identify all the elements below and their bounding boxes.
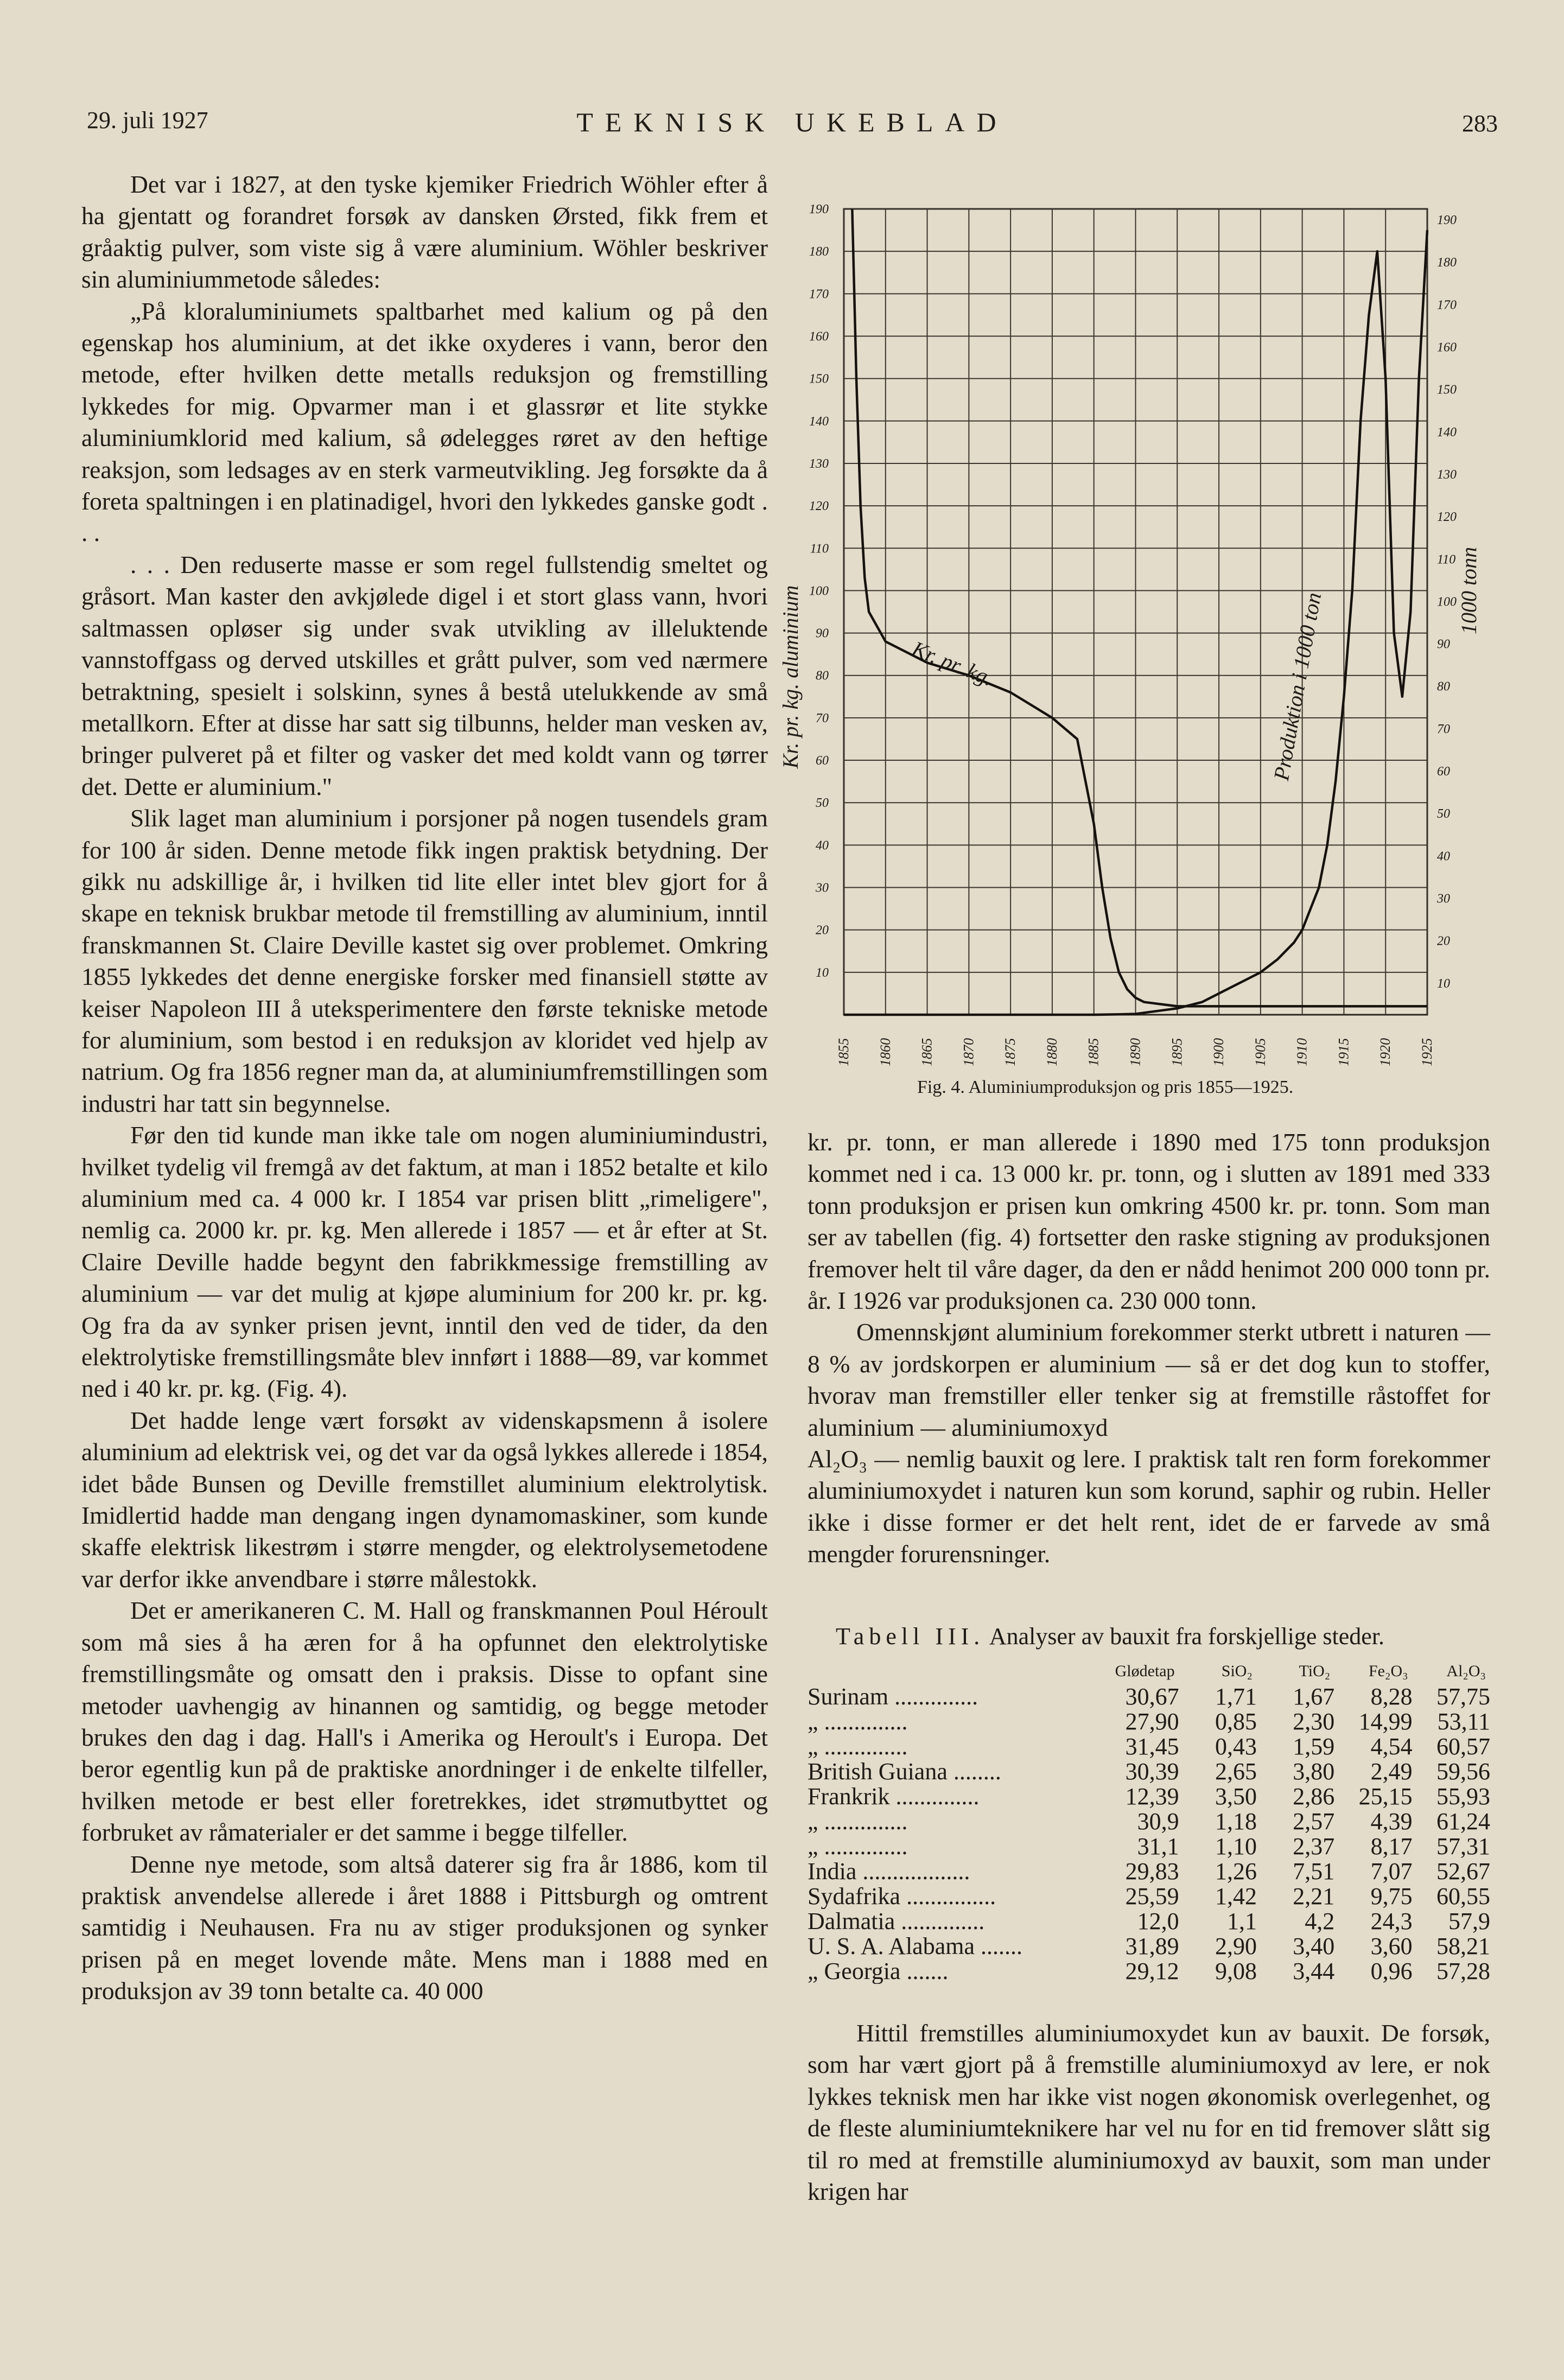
table-title bbox=[836, 1622, 1384, 1650]
y-tick-label-left: 140 bbox=[809, 414, 829, 429]
paragraph: Slik laget man aluminium i porsjoner på nogen tusendels gram for 100 år siden. Denne metode fikk ingen praktisk betydning. Der gikk nu adskillige år, i hvilken tid lite eller intet blev gjort for å skape en teknisk brukbar metode til fremstilling av aluminium, inntil franskmannen St. Claire Deville kastet sig over problemet. Omkring 1855 lykkedes det denne energiske forsker med finansiell støtte av keiser Napoleon III å uteksperimentere den første tekniske metode for aluminium, som bestod i en reduksjon av kloridet ved hjelp av natrium. Og fra 1856 regner man da, at aluminiumfremstillingen som industri har tatt sin begynnelse. bbox=[81, 804, 768, 1117]
y-tick-label-right: 180 bbox=[1437, 256, 1457, 270]
table-cell: 0,43 bbox=[1215, 1733, 1257, 1760]
column-header-blank bbox=[808, 1658, 1101, 1684]
y-tick-label-left: 110 bbox=[810, 542, 829, 556]
price-line bbox=[852, 209, 1427, 1006]
paragraph: Omennskjønt aluminium forekommer sterkt utbrett i naturen — 8 % av jordskorpen er aluminium — så er det dog kun to stoffer, hvorav man fremstiller eller tenker sig at fremstille råstoffet for aluminium — aluminiumoxyd bbox=[808, 1318, 1490, 1441]
bauxite-table bbox=[808, 1658, 1490, 1984]
y-tick-label-right: 130 bbox=[1437, 467, 1457, 482]
paragraph: „På kloraluminiumets spaltbarhet med kalium og på den egenskap hos aluminium, at det ikke oxyderes i vann, beror den metode, efter hvilken dette metalls reduksjon og fremstilling lykkedes for mig. Opvarmer man i et glassrør et lite stykke aluminiumklorid med kalium, så ødelegges røret av den heftige reaksjon, som ledsages av en sterk varmeutvikling. Jeg forsøkte da å foreta spaltningen i en platinadigel, hvori den lykkedes ganske godt . . . bbox=[81, 297, 768, 547]
table-cell: 31,1 bbox=[1137, 1833, 1179, 1860]
x-tick-label: 1885 bbox=[1085, 1038, 1102, 1066]
y-tick-label-left: 100 bbox=[809, 584, 829, 599]
table-cell: 29,12 bbox=[1125, 1958, 1179, 1984]
y-tick-label-right: 160 bbox=[1437, 340, 1457, 355]
table-cell: 1,1 bbox=[1226, 1908, 1257, 1934]
row-label bbox=[808, 1834, 1101, 1859]
table-cell: 57,31 bbox=[1436, 1833, 1490, 1860]
table-cell: 60,55 bbox=[1436, 1883, 1490, 1910]
location-name: „ bbox=[808, 1834, 818, 1859]
row-label bbox=[808, 1684, 1101, 1709]
table-cell: 8,28 bbox=[1370, 1683, 1413, 1710]
table-cell: 7,07 bbox=[1370, 1858, 1413, 1885]
table-row bbox=[808, 1859, 1490, 1884]
table-cell: 31,45 bbox=[1125, 1733, 1179, 1760]
table-cell: 1,67 bbox=[1293, 1683, 1335, 1710]
table-cell: 30,39 bbox=[1125, 1758, 1179, 1785]
table-cell: 3,80 bbox=[1293, 1758, 1335, 1785]
leader-dots: .................. bbox=[856, 1859, 970, 1884]
table-row bbox=[808, 1909, 1490, 1934]
paragraph: . . . Den reduserte masse er som regel fullstendig smeltet og gråsort. Man kaster den avkjølede digel i et stort glass vann, hvori saltmassen opløser sig under svak utvikling av illeluktende vannstoffgass og derved utskilles et grått pulver, som ved nærmere betraktning, spesielt i solskinn, synes å bestå utelukkende av små metallkorn. Efter at disse har satt sig tilbunns, helder man vesken av, bringer pulveret på et filter og vasker det med koldt vann og tørrer det. Dette er aluminium." bbox=[81, 550, 768, 800]
production-curve-label: Produktion i 1000 ton bbox=[1269, 590, 1326, 782]
right-axis-title: 1000 tonn bbox=[1457, 546, 1481, 634]
row-label bbox=[808, 1709, 1101, 1734]
table-cell: 2,21 bbox=[1293, 1883, 1335, 1910]
table-row bbox=[808, 1784, 1490, 1809]
right-column-top bbox=[808, 1127, 1490, 1570]
x-tick-label: 1880 bbox=[1044, 1038, 1060, 1066]
table-cell: 2,49 bbox=[1370, 1758, 1413, 1785]
x-tick-label: 1875 bbox=[1002, 1038, 1019, 1066]
paragraph: Al₂O₃ — nemlig bauxit og lere. I praktisk talt ren form forekommer aluminiumoxydet i naturen kun som korund, saphir og rubin. Heller ikke i disse former er det helt rent, idet de er farvede av små mengder forurensninger. bbox=[808, 1445, 1490, 1568]
page-header bbox=[87, 106, 1498, 144]
y-tick-label-left: 10 bbox=[816, 965, 829, 980]
row-label bbox=[808, 1759, 1101, 1784]
price-curve-label: Kr. pr. kg. bbox=[908, 636, 997, 691]
table-cell: 30,67 bbox=[1125, 1683, 1179, 1710]
location-name: Frankrik bbox=[808, 1784, 890, 1809]
leader-dots: ............... bbox=[900, 1884, 996, 1909]
table-row bbox=[808, 1834, 1490, 1859]
location-name: „ bbox=[808, 1809, 818, 1834]
y-tick-label-right: 60 bbox=[1437, 765, 1450, 779]
row-label bbox=[808, 1884, 1101, 1909]
y-tick-label-left: 80 bbox=[816, 669, 829, 683]
table-row bbox=[808, 1734, 1490, 1759]
x-tick-label: 1920 bbox=[1377, 1038, 1394, 1066]
table-cell: 2,86 bbox=[1293, 1783, 1335, 1810]
leader-dots: ........ bbox=[947, 1759, 1001, 1784]
row-label bbox=[808, 1909, 1101, 1934]
y-tick-label-right: 90 bbox=[1437, 637, 1450, 652]
x-tick-label: 1900 bbox=[1211, 1038, 1227, 1066]
table-cell: 3,44 bbox=[1293, 1958, 1335, 1984]
paragraph: Før den tid kunde man ikke tale om nogen aluminiumindustri, hvilket tydelig vil fremgå av det faktum, at man i 1852 betalte et kilo aluminium med ca. 4 000 kr. I 1854 var prisen blitt „rimeligere", nemlig ca. 2000 kr. pr. kg. Men allerede i 1857 — et år efter at St. Claire Deville hadde begynt den fabrikkmessige fremstilling av aluminium — var det mulig at kjøpe aluminium for 200 kr. pr. kg. Og fra da av synker prisen jevnt, inntil den ved de tider, da den elektrolytiske fremstillingsmåte blev innført i 1888—89, var kommet ned i 40 kr. pr. kg. (Fig. 4). bbox=[81, 1121, 768, 1403]
location-name: „ bbox=[808, 1709, 818, 1734]
x-tick-label: 1895 bbox=[1169, 1038, 1185, 1066]
table-title-text: Analyser av bauxit fra forskjellige steder. bbox=[989, 1623, 1385, 1650]
table-row bbox=[808, 1684, 1490, 1709]
table-cell: 1,26 bbox=[1215, 1858, 1257, 1885]
y-tick-label-right: 50 bbox=[1437, 807, 1450, 822]
leader-dots: .............. bbox=[818, 1734, 908, 1759]
table-cell: 61,24 bbox=[1436, 1808, 1490, 1835]
page-number: 283 bbox=[1462, 110, 1498, 137]
leader-dots: .............. bbox=[889, 1784, 980, 1809]
row-label bbox=[808, 1734, 1101, 1759]
table-cell: 2,37 bbox=[1293, 1833, 1335, 1860]
paragraph: Det er amerikaneren C. M. Hall og franskmannen Poul Héroult som må sies å ha æren for å ha opfunnet den elektrolytiske fremstillingsmåte og omsatt den i praksis. Disse to opfant sine metoder uavhengig av hinannen og samtidig, og begge metoder brukes den dag i dag. Hall's i Amerika og Heroult's i Europa. Det beror egentlig kun på de praktiske anordninger i de enkelte tilfeller, hvilken metode er best eller foretrekkes, idet strømutbyttet og forbruket av råmaterialer er det samme i begge tilfeller. bbox=[81, 1596, 768, 1847]
x-tick-label: 1890 bbox=[1127, 1038, 1143, 1066]
y-tick-label-right: 190 bbox=[1437, 213, 1457, 227]
table-cell: 4,54 bbox=[1370, 1733, 1413, 1760]
column-header: SiO₂ bbox=[1221, 1662, 1253, 1680]
table-cell: 8,17 bbox=[1370, 1833, 1413, 1860]
location-name: India bbox=[808, 1859, 857, 1884]
leader-dots: .............. bbox=[895, 1909, 985, 1934]
x-tick-label: 1860 bbox=[877, 1038, 893, 1066]
paragraph: kr. pr. tonn, er man allerede i 1890 med 175 tonn produksjon kommet ned i ca. 13 000 kr. pr. tonn, og i slutten av 1891 med 333 tonn produksjon er prisen kun omkring 4500 kr. pr. tonn. Som man ser av tabellen (fig. 4) fortsetter den raske stigning av produksjonen fremover helt til våre dager, da den er nådd henimot 200 000 tonn pr. år. I 1926 var produksjonen ca. 230 000 tonn. bbox=[808, 1128, 1490, 1315]
table-cell: 3,60 bbox=[1370, 1933, 1413, 1959]
y-tick-label-left: 70 bbox=[816, 711, 829, 726]
x-tick-label: 1905 bbox=[1252, 1038, 1268, 1066]
table-row bbox=[808, 1959, 1490, 1984]
table-cell: 1,10 bbox=[1215, 1833, 1257, 1860]
table-cell: 12,39 bbox=[1125, 1783, 1179, 1810]
leader-dots: ....... bbox=[900, 1959, 949, 1984]
leader-dots: .............. bbox=[818, 1709, 908, 1734]
left-column bbox=[81, 169, 768, 2007]
journal-title: TEKNISK UKEBLAD bbox=[576, 107, 1008, 137]
x-tick-label: 1855 bbox=[836, 1038, 851, 1066]
location-name: „ bbox=[808, 1734, 818, 1759]
location-name: Dalmatia bbox=[808, 1909, 895, 1934]
location-name: British Guiana bbox=[808, 1759, 948, 1784]
location-name: „ Georgia bbox=[808, 1959, 901, 1984]
table-cell: 1,18 bbox=[1215, 1808, 1257, 1835]
table-cell: 12,0 bbox=[1137, 1908, 1179, 1934]
table-cell: 0,96 bbox=[1370, 1958, 1413, 1984]
location-name: U. S. A. Alabama bbox=[808, 1934, 975, 1959]
paragraph: Det hadde lenge vært forsøkt av videnskapsmenn å isolere aluminium ad elektrisk vei, og det var da også lykkes allerede i 1854, idet både Bunsen og Deville fremstillet aluminium elektrolytisk. Imidlertid hadde man dengang ingen dynamomaskiner, som kunde skaffe elektrisk likestrøm i større mengder, og elektrolysemetodene var derfor ikke anvendbare i større målestokk. bbox=[81, 1406, 768, 1593]
x-tick-label: 1870 bbox=[961, 1038, 977, 1066]
y-tick-label-left: 120 bbox=[809, 499, 829, 514]
figure-4 bbox=[776, 190, 1498, 1112]
x-tick-label: 1915 bbox=[1336, 1038, 1352, 1066]
leader-dots: .............. bbox=[888, 1684, 978, 1709]
table-cell: 57,28 bbox=[1436, 1958, 1490, 1984]
table-cell: 3,50 bbox=[1215, 1783, 1257, 1810]
location-name: Surinam bbox=[808, 1684, 889, 1709]
table-cell: 52,67 bbox=[1436, 1858, 1490, 1885]
table-row bbox=[808, 1709, 1490, 1734]
table-cell: 7,51 bbox=[1293, 1858, 1335, 1885]
table-cell: 3,40 bbox=[1293, 1933, 1335, 1959]
y-tick-label-left: 170 bbox=[809, 287, 829, 302]
table-cell: 60,57 bbox=[1436, 1733, 1490, 1760]
table-cell: 25,59 bbox=[1125, 1883, 1179, 1910]
table-cell: 2,57 bbox=[1293, 1808, 1335, 1835]
y-tick-label-left: 160 bbox=[809, 329, 829, 344]
y-tick-label-left: 130 bbox=[809, 456, 829, 471]
y-tick-label-left: 190 bbox=[809, 202, 829, 217]
header-date: 29. juli 1927 bbox=[87, 107, 208, 133]
figure-caption: Fig. 4. Aluminiumproduksjon og pris 1855—1925. bbox=[917, 1077, 1294, 1097]
y-tick-label-right: 110 bbox=[1437, 552, 1456, 567]
y-tick-label-left: 90 bbox=[816, 626, 829, 641]
y-tick-label-left: 60 bbox=[816, 754, 829, 768]
y-tick-label-right: 10 bbox=[1437, 976, 1450, 991]
table-cell: 14,99 bbox=[1358, 1708, 1413, 1735]
y-tick-label-right: 140 bbox=[1437, 425, 1457, 440]
table-cell: 59,56 bbox=[1436, 1758, 1490, 1785]
x-tick-label: 1910 bbox=[1294, 1038, 1310, 1066]
row-label bbox=[808, 1959, 1101, 1984]
table-cell: 9,08 bbox=[1215, 1958, 1257, 1984]
table-cell: 1,42 bbox=[1215, 1883, 1257, 1910]
table-number: Tabell III. bbox=[836, 1623, 985, 1650]
table-cell: 27,90 bbox=[1125, 1708, 1179, 1735]
y-tick-label-right: 170 bbox=[1437, 298, 1457, 313]
table-cell: 58,21 bbox=[1436, 1933, 1490, 1959]
table-cell: 9,75 bbox=[1370, 1883, 1413, 1910]
y-tick-label-right: 150 bbox=[1437, 383, 1457, 397]
y-tick-label-left: 50 bbox=[816, 796, 829, 811]
table-cell: 0,85 bbox=[1215, 1708, 1257, 1735]
y-tick-label-right: 120 bbox=[1437, 510, 1457, 525]
x-tick-label: 1925 bbox=[1419, 1038, 1435, 1066]
column-header: Glødetap bbox=[1115, 1662, 1175, 1680]
leader-dots: .............. bbox=[818, 1809, 908, 1834]
table-cell: 31,89 bbox=[1125, 1933, 1179, 1959]
x-tick-label: 1865 bbox=[919, 1038, 935, 1066]
table-cell: 1,71 bbox=[1215, 1683, 1257, 1710]
y-tick-label-right: 100 bbox=[1437, 595, 1457, 609]
production-price-chart bbox=[776, 190, 1498, 1112]
table-cell: 53,11 bbox=[1437, 1708, 1490, 1735]
paragraph: Hittil fremstilles aluminiumoxydet kun av bauxit. De forsøk, som har vært gjort på å fremstille aluminiumoxyd av lere, er nok lykkes teknisk men har ikke vist nogen økonomisk overlegenhet, og de fleste aluminiumteknikere har vel nu for en tid fremover slått sig til ro med at fremstille aluminiumoxyd av bauxit, som man under krigen har bbox=[808, 2019, 1490, 2206]
y-tick-label-right: 40 bbox=[1437, 849, 1450, 864]
table-row bbox=[808, 1809, 1490, 1834]
y-tick-label-right: 20 bbox=[1437, 934, 1450, 949]
table-header-row bbox=[808, 1658, 1490, 1684]
leader-dots: .............. bbox=[818, 1834, 908, 1859]
left-axis-title: Kr. pr. kg. aluminium bbox=[778, 585, 803, 769]
y-tick-label-right: 30 bbox=[1437, 892, 1450, 906]
table-cell: 2,90 bbox=[1215, 1933, 1257, 1959]
y-tick-label-left: 150 bbox=[809, 372, 829, 386]
y-tick-label-right: 80 bbox=[1437, 679, 1450, 694]
column-header: Al₂O₃ bbox=[1446, 1662, 1486, 1680]
table-cell: 55,93 bbox=[1436, 1783, 1490, 1810]
table-cell: 24,3 bbox=[1370, 1908, 1413, 1934]
paragraph: Denne nye metode, som altså daterer sig fra år 1886, kom til praktisk anvendelse allerede i året 1888 i Pittsburgh og omtrent samtidig i Neuhausen. Fra nu av stiger produksjonen og synker prisen på en meget lovende måte. Mens man i 1888 med en produksjon av 39 tonn betalte ca. 40 000 bbox=[81, 1850, 768, 2005]
right-column-bottom bbox=[808, 2018, 1490, 2207]
table-cell: 1,59 bbox=[1293, 1733, 1335, 1760]
table-cell: 57,75 bbox=[1436, 1683, 1490, 1710]
table-cell: 30,9 bbox=[1137, 1808, 1179, 1835]
table-row bbox=[808, 1884, 1490, 1909]
y-tick-label-left: 40 bbox=[816, 838, 829, 853]
y-tick-label-right: 70 bbox=[1437, 722, 1450, 736]
table-row bbox=[808, 1934, 1490, 1959]
paragraph: Det var i 1827, at den tyske kjemiker Friedrich Wöhler efter å ha gjentatt og forandret forsøk av dansken Ørsted, fikk frem et gråaktig pulver, som viste sig å være aluminium. Wöhler beskriver sin aluminiummetode således: bbox=[81, 170, 768, 294]
table-cell: 2,30 bbox=[1293, 1708, 1335, 1735]
table-cell: 29,83 bbox=[1125, 1858, 1179, 1885]
table-cell: 57,9 bbox=[1448, 1908, 1490, 1934]
row-label bbox=[808, 1809, 1101, 1834]
y-tick-label-left: 30 bbox=[816, 881, 829, 895]
table-row bbox=[808, 1759, 1490, 1784]
row-label bbox=[808, 1934, 1101, 1959]
table-cell: 4,39 bbox=[1370, 1808, 1413, 1835]
location-name: Sydafrika bbox=[808, 1884, 901, 1909]
y-tick-label-left: 20 bbox=[816, 923, 829, 938]
table-cell: 25,15 bbox=[1358, 1783, 1413, 1810]
column-header: Fe₂O₃ bbox=[1369, 1662, 1408, 1680]
table-cell: 4,2 bbox=[1305, 1908, 1335, 1934]
y-tick-label-left: 180 bbox=[809, 245, 829, 259]
column-header: TiO₂ bbox=[1299, 1662, 1331, 1680]
leader-dots: ....... bbox=[974, 1934, 1022, 1959]
row-label bbox=[808, 1784, 1101, 1809]
table-cell: 2,65 bbox=[1215, 1758, 1257, 1785]
row-label bbox=[808, 1859, 1101, 1884]
